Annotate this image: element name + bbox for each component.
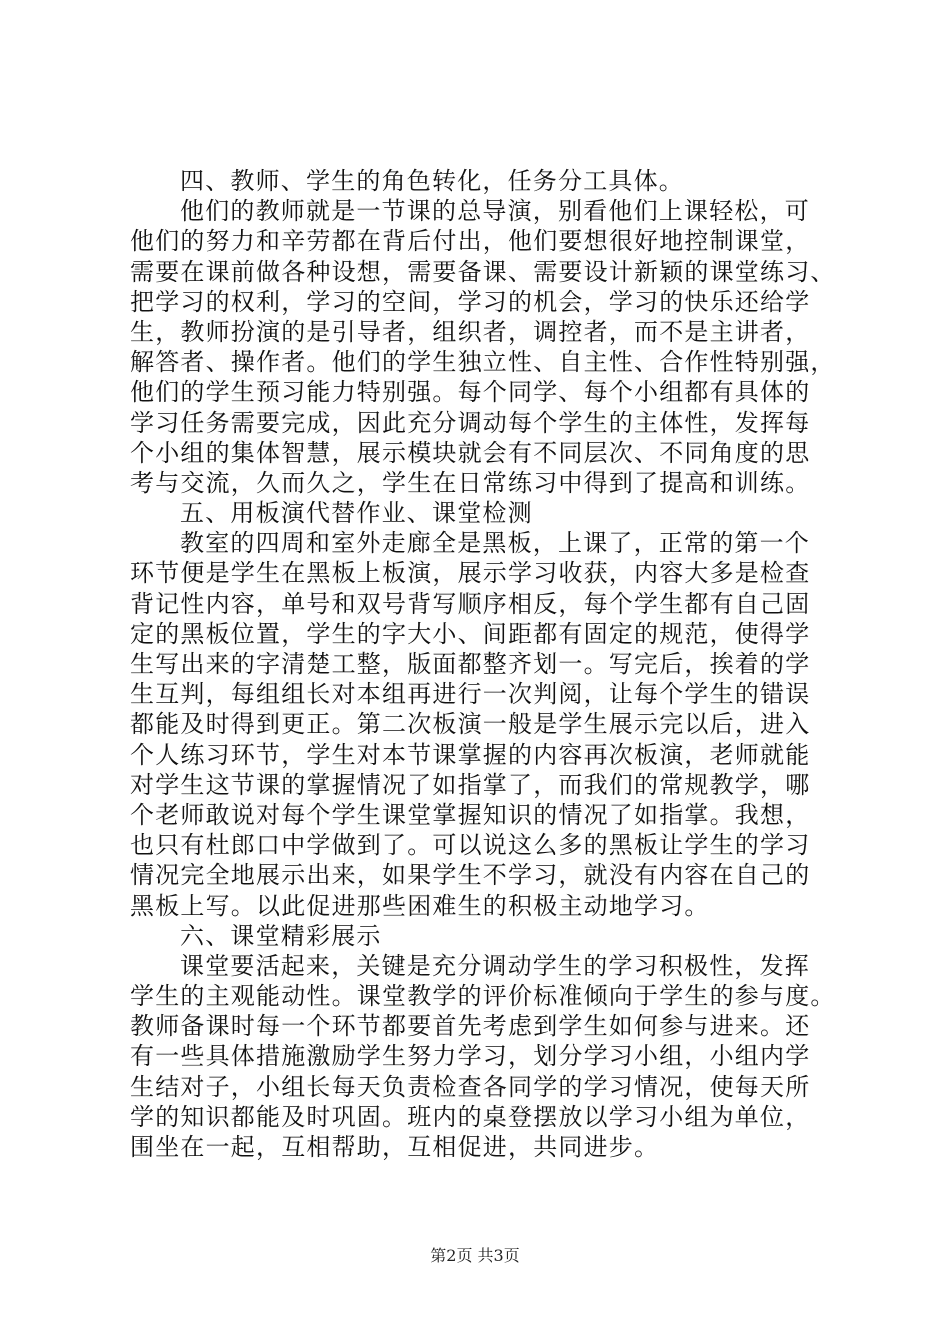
text-line: 教室的四周和室外走廊全是黑板，上课了，正常的第一个: [180, 529, 810, 558]
text-line: 把学习的权利，学习的空间，学习的机会，学习的快乐还给学: [130, 287, 811, 316]
text-line: 他们的教师就是一节课的总导演，别看他们上课轻松，可: [180, 197, 810, 226]
text-line: 生互判，每组组长对本组再进行一次判阅，让每个学生的错误: [130, 680, 811, 709]
text-line: 个老师敢说对每个学生课堂掌握知识的情况了如指掌。我想，: [130, 800, 811, 829]
text-line: 定的黑板位置，学生的字大小、间距都有固定的规范，使得学: [130, 619, 811, 648]
text-line: 黑板上写。以此促进那些困难生的积极主动地学习。: [130, 891, 710, 920]
text-line: 生写出来的字清楚工整，版面都整齐划一。写完后，挨着的学: [130, 650, 811, 678]
text-line: 情况完全地展示出来，如果学生不学习，就没有内容在自己的: [130, 861, 811, 890]
text-line: 课堂要活起来，关键是充分调动学生的学习积极性，发挥: [180, 951, 810, 980]
text-line: 生，教师扮演的是引导者，组织者，调控者，而不是主讲者，: [130, 317, 811, 346]
text-line: 考与交流，久而久之，学生在日常练习中得到了提高和训练。: [130, 468, 811, 497]
text-line: 六、课堂精彩展示: [180, 921, 382, 950]
text-line: 背记性内容，单号和双号背写顺序相反，每个学生都有自己固: [130, 589, 811, 618]
text-line: 他们的努力和辛劳都在背后付出，他们要想很好地控制课堂，: [130, 227, 811, 256]
text-line: 环节便是学生在黑板上板演，展示学习收获，内容大多是检查: [130, 559, 811, 588]
text-line: 学习任务需要完成，因此充分调动每个学生的主体性，发挥每: [130, 408, 811, 437]
text-line: 五、用板演代替作业、课堂检测: [180, 499, 533, 528]
text-line: 个小组的集体智慧，展示模块就会有不同层次、不同角度的思: [130, 438, 811, 467]
text-line: 解答者、操作者。他们的学生独立性、自主性、合作性特别强，: [130, 348, 836, 377]
text-line: 围坐在一起，互相帮助，互相促进，共同进步。: [130, 1133, 660, 1161]
text-line: 学生的主观能动性。课堂教学的评价标准倾向于学生的参与度。: [130, 982, 836, 1011]
text-line: 生结对子，小组长每天负责检查各同学的学习情况，使每天所: [130, 1072, 811, 1101]
text-line: 他们的学生预习能力特别强。每个同学、每个小组都有具体的: [130, 378, 811, 407]
text-line: 对学生这节课的掌握情况了如指掌了，而我们的常规教学，哪: [130, 770, 811, 799]
text-line: 个人练习环节，学生对本节课掌握的内容再次板演，老师就能: [130, 740, 811, 769]
text-line: 四、教师、学生的角色转化，任务分工具体。: [180, 167, 684, 195]
text-line: 有一些具体措施激励学生努力学习，划分学习小组，小组内学: [130, 1042, 811, 1071]
text-line: 都能及时得到更正。第二次板演一般是学生展示完以后，进入: [130, 710, 811, 739]
text-line: 学的知识都能及时巩固。班内的桌登摆放以学习小组为单位，: [130, 1102, 811, 1131]
text-line: 教师备课时每一个环节都要首先考虑到学生如何参与进来。还: [130, 1012, 811, 1041]
document-body: [130, 166, 860, 1162]
page-footer: 第2页 共3页: [430, 1246, 520, 1265]
text-line: 也只有杜郎口中学做到了。可以说这么多的黑板让学生的学习: [130, 831, 811, 860]
text-line: 需要在课前做各种设想，需要备课、需要设计新颖的课堂练习、: [130, 257, 836, 286]
